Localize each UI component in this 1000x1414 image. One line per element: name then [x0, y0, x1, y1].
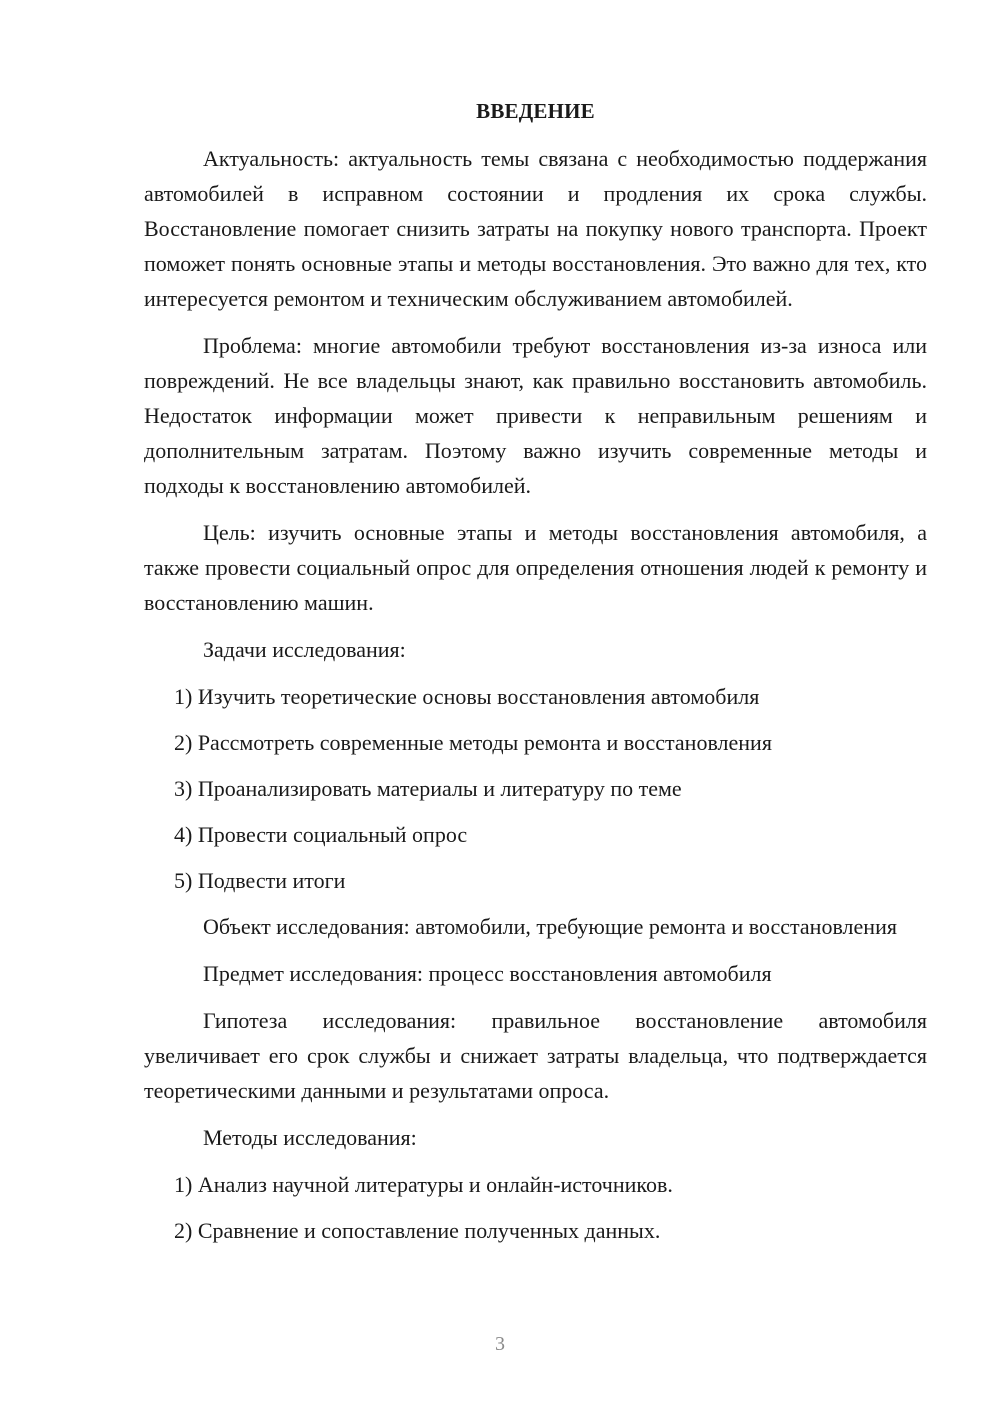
list-item: 2) Сравнение и сопоставление полученных данных.	[174, 1218, 661, 1243]
page-title: ВВЕДЕНИЕ	[476, 99, 595, 123]
goal-paragraph: Цель: изучить основные этапы и методы восстановления автомобиля, а также провести социальный опрос для определения отношения людей к ремонту и восстановлению машин.	[144, 520, 927, 615]
tasks-list	[144, 679, 927, 898]
list-item: 1) Изучить теоретические основы восстановления автомобиля	[174, 684, 760, 709]
page-number: 3	[495, 1333, 505, 1355]
list-item: 2) Рассмотреть современные методы ремонта и восстановления	[174, 730, 772, 755]
object-paragraph: Объект исследования: автомобили, требующие ремонта и восстановления	[203, 914, 897, 939]
methods-list	[144, 1167, 927, 1248]
tasks-heading: Задачи исследования:	[203, 637, 406, 662]
list-item: 3) Проанализировать материалы и литературу по теме	[174, 776, 682, 801]
subject-paragraph: Предмет исследования: процесс восстановления автомобиля	[203, 961, 772, 986]
list-item: 5) Подвести итоги	[174, 868, 346, 893]
hypothesis-paragraph: Гипотеза исследования: правильное восстановление автомобиля увеличивает его срок службы и снижает затраты владельца, что подтверждается теоретическими данными и результатами опроса.	[144, 1008, 927, 1103]
problem-paragraph: Проблема: многие автомобили требуют восстановления из-за износа или повреждений. Не все владельцы знают, как правильно восстановить автомобиль. Недостаток информации может привести к неправильным решениям и дополнительным затратам. Поэтому важно изучить современные методы и подходы к восстановлению автомобилей.	[144, 333, 927, 498]
document-body	[144, 94, 927, 1259]
methods-heading: Методы исследования:	[203, 1125, 417, 1150]
list-item: 4) Провести социальный опрос	[174, 822, 468, 847]
list-item: 1) Анализ научной литературы и онлайн-источников.	[174, 1172, 673, 1197]
relevance-paragraph: Актуальность: актуальность темы связана с необходимостью поддержания автомобилей в исправном состоянии и продления их срока службы. Восстановление помогает снизить затраты на покупку нового транспорта. Проект поможет понять основные этапы и методы восстановления. Это важно для тех, кто интересуется ремонтом и техническим обслуживанием автомобилей.	[144, 146, 927, 311]
